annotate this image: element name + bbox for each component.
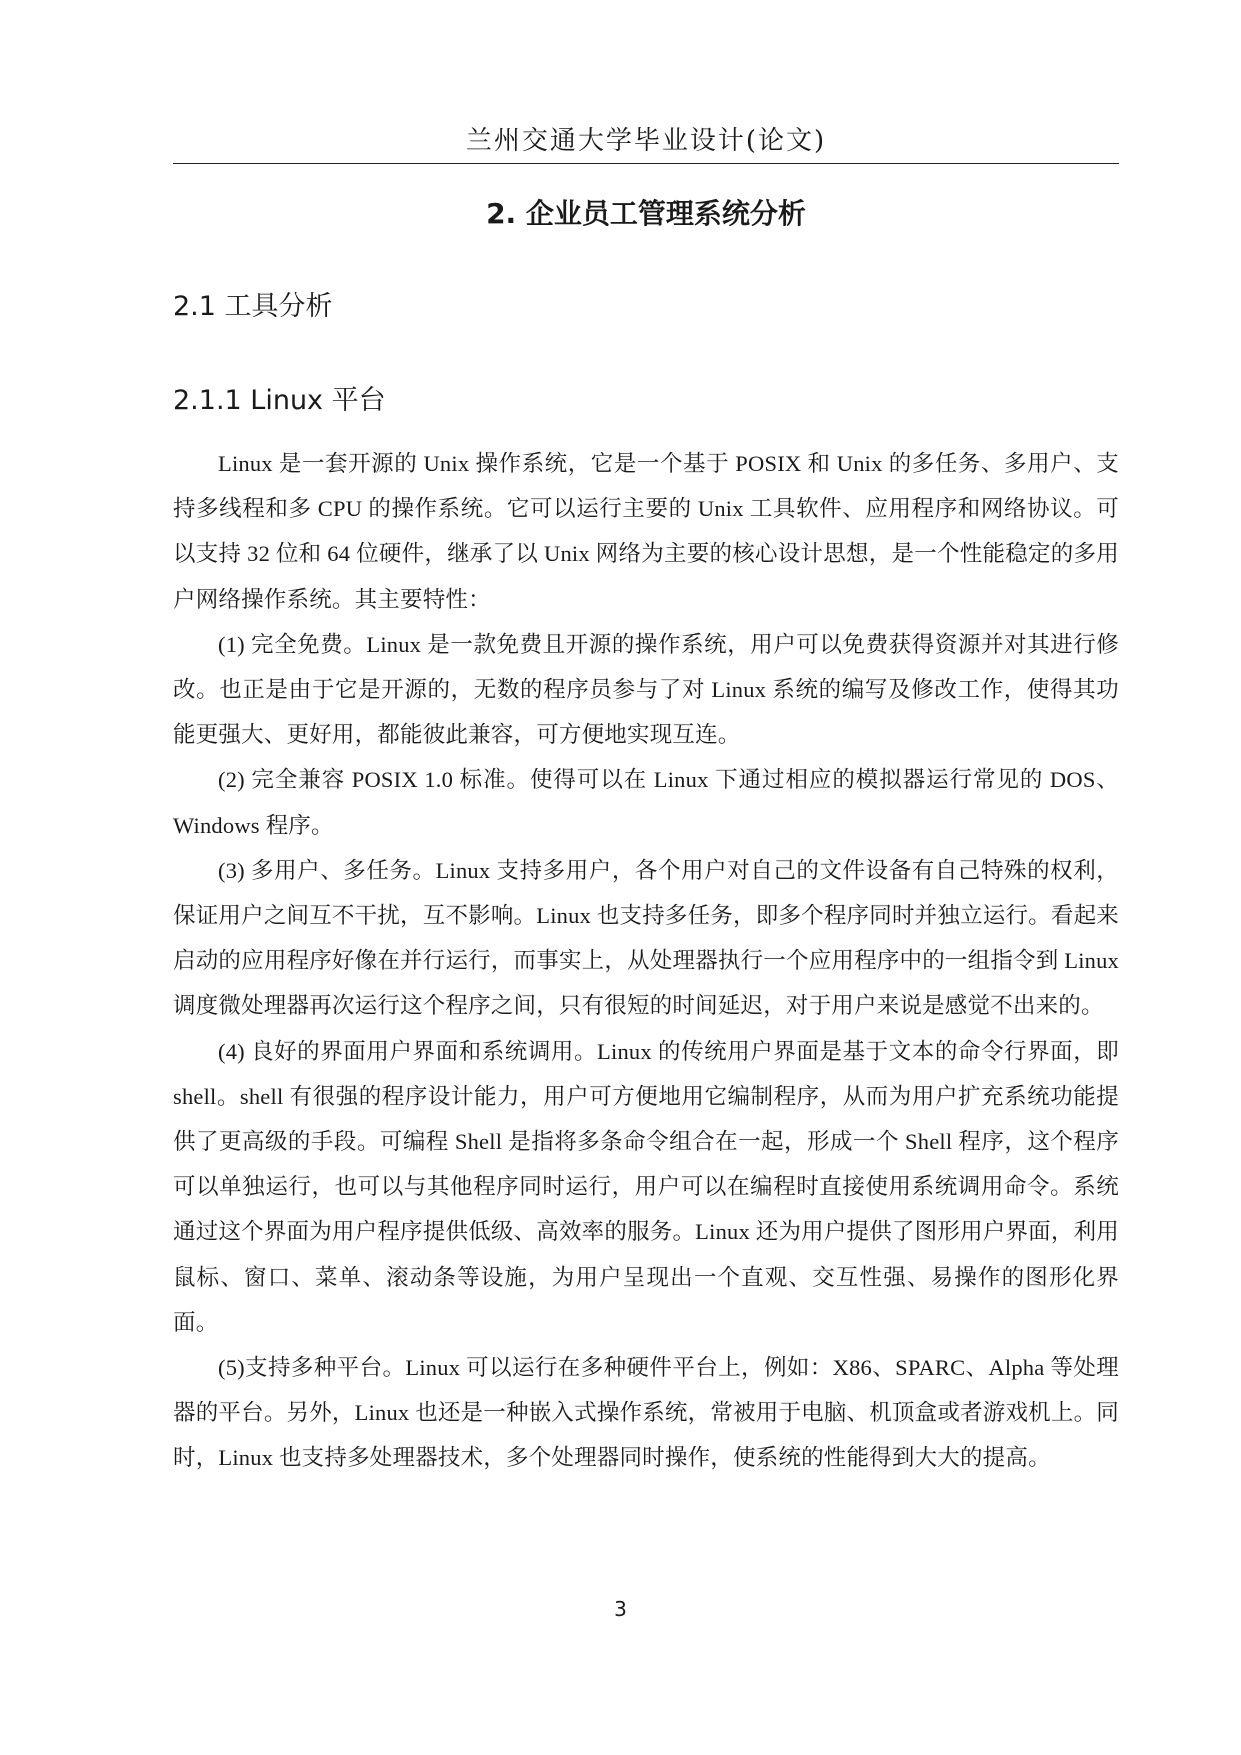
paragraph-feature-1: (1) 完全免费。Linux 是一款免费且开源的操作系统，用户可以免费获得资源并对其进行修改。也正是由于它是开源的，无数的程序员参与了对 Linux 系统的编写及修改工作，使得其功能更强大、更好用，都能彼此兼容，可方便地实现互连。 [173,631,1119,748]
paragraph-feature-4: (4) 良好的界面用户界面和系统调用。Linux 的传统用户界面是基于文本的命令行界面，即 shell。shell 有很强的程序设计能力，用户可方便地用它编制程序，从而为用户扩充系统功能提供了更高级的手段。可编程 Shell 是指将多条命令组合在一起，形成一个 Shell 程序，这个程序可以单独运行，也可以与其他程序同时运行，用户可以在编程时直接使用系统调用命令。系统通过这个界面为用户程序提供低级、高效率的服务。Linux 还为用户提供了图形用户界面，利用鼠标、窗口、菜单、滚动条等设施，为用户呈现出一个直观、交互性强、易操作的图形化界面。 [173,1038,1119,1335]
chapter-title: 2. 企业员工管理系统分析 [486,197,806,230]
running-header: 兰州交通大学毕业设计(论文) [465,126,827,156]
paragraph-intro: Linux 是一套开源的 Unix 操作系统，它是一个基于 POSIX 和 Unix 的多任务、多用户、支持多线程和多 CPU 的操作系统。它可以运行主要的 Unix 工具软件、应用程序和网络协议。可以支持 32 位和 64 位硬件，继承了以 Unix 网络为主要的核心设计思想，是一个性能稳定的多用户网络操作系统。其主要特性： [173,451,1119,612]
paragraph-feature-3: (3) 多用户、多任务。Linux 支持多用户，各个用户对自己的文件设备有自己特殊的权利，保证用户之间互不干扰，互不影响。Linux 也支持多任务，即多个程序同时并独立运行。看起来启动的应用程序好像在并行运行，而事实上，从处理器执行一个应用程序中的一组指令到 Linux 调度微处理器再次运行这个程序之间，只有很短的时间延迟，对于用户来说是感觉不出来的。 [173,857,1119,1019]
header-rule [173,163,1119,164]
section-title: 2.1 工具分析 [173,291,333,322]
page-number: 3 [614,1597,627,1621]
subsection-title: 2.1.1 Linux 平台 [173,385,386,416]
paragraph-feature-5: (5)支持多种平台。Linux 可以运行在多种硬件平台上，例如：X86、SPARC、Alpha 等处理器的平台。另外，Linux 也还是一种嵌入式操作系统，常被用于电脑、机顶盒或者游戏机上。同时，Linux 也支持多处理器技术，多个处理器同时操作，使系统的性能得到大大的提高。 [173,1355,1119,1471]
paragraph-feature-2: (2) 完全兼容 POSIX 1.0 标准。使得可以在 Linux 下通过相应的模拟器运行常见的 DOS、Windows 程序。 [173,767,1119,838]
body-text [173,441,1119,1481]
